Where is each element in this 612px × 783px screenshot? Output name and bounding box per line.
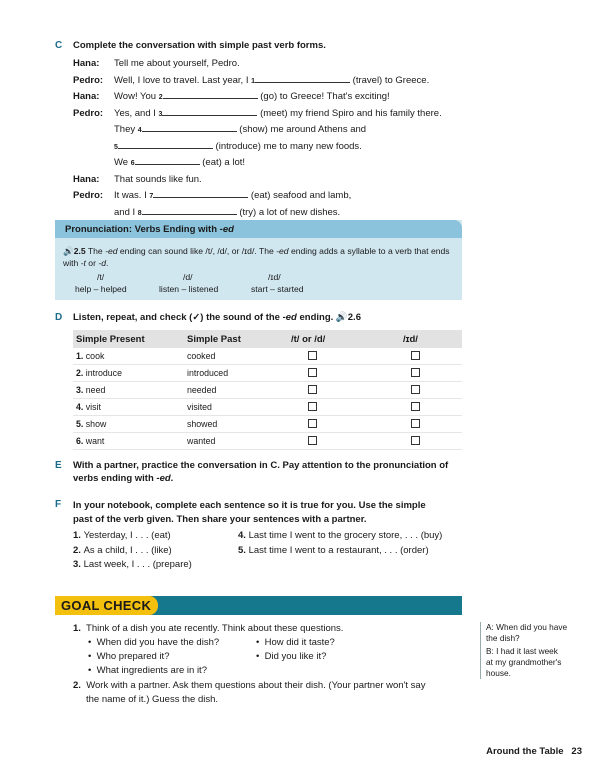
- goal-check-content: [73, 622, 343, 636]
- goal-check-title: GOAL CHECK: [55, 596, 158, 615]
- dialogue-line: [73, 89, 390, 107]
- table-header: [73, 330, 462, 348]
- sound-id: /ɪd/: [268, 272, 281, 282]
- dialogue-text: (eat) seafood and lamb,: [248, 190, 352, 201]
- sound-t: /t/: [97, 272, 105, 282]
- sidebar-b-line1: B: I had it last week: [486, 646, 558, 656]
- dialogue-text: Yes, and I: [114, 107, 159, 119]
- item-text: Last time I went to a restaurant, . . . (order): [248, 544, 429, 556]
- row-number: 2.: [76, 368, 86, 378]
- answer-blank[interactable]: [162, 107, 257, 116]
- speaker-icon[interactable]: 🔊: [335, 312, 348, 323]
- answer-blank[interactable]: [163, 90, 258, 99]
- dialogue-text: (try) a lot of new dishes.: [236, 206, 341, 218]
- cell-past: visited: [187, 402, 212, 412]
- speaker-label: Pedro:: [73, 107, 104, 119]
- dialogue-text: (meet) my friend Spiro and his family there.: [257, 107, 442, 119]
- question-2: • How did it taste?: [256, 637, 335, 648]
- question-4: • Did you like it?: [256, 651, 327, 662]
- pronunciation-box: [55, 220, 462, 300]
- checkbox-id[interactable]: [411, 385, 420, 394]
- dialogue-text: Tell me about yourself, Pedro.: [114, 58, 240, 69]
- cell-t-d: [291, 351, 389, 362]
- sound-table: [73, 330, 462, 450]
- section-e-line1: With a partner, practice the conversation in C. Pay attention to the pronunciation of: [73, 460, 449, 471]
- cell-id: [389, 419, 459, 430]
- present-verb: show: [85, 419, 107, 429]
- answer-blank[interactable]: [118, 140, 213, 149]
- example-sidebar: [480, 622, 583, 679]
- present-verb: visit: [85, 402, 101, 412]
- item-number: 3.: [73, 559, 84, 570]
- checkbox-t-d[interactable]: [308, 385, 317, 394]
- dialogue-text: It was. I: [114, 190, 150, 201]
- example-started: start – started: [251, 284, 304, 294]
- answer-blank[interactable]: [142, 206, 237, 215]
- cell-id: [389, 436, 459, 447]
- table-row: [73, 382, 462, 399]
- answer-blank[interactable]: [142, 123, 237, 132]
- section-d-letter: D: [55, 312, 63, 323]
- page-number: 23: [571, 746, 582, 757]
- exercise-item: [238, 545, 429, 556]
- sidebar-a-line2: the dish?: [486, 633, 520, 643]
- question-3-text: Who prepared it?: [96, 651, 170, 662]
- answer-blank[interactable]: [153, 189, 248, 198]
- goal-item-1-text: Think of a dish you ate recently. Think about these questions.: [86, 623, 344, 634]
- speaker-label: Pedro:: [73, 190, 104, 201]
- section-e-letter: E: [55, 460, 62, 471]
- pronunciation-title: Pronunciation: Verbs Ending with -ed: [55, 220, 462, 238]
- dialogue-text: (travel) to Greece.: [350, 74, 430, 86]
- row-number: 3.: [76, 385, 86, 395]
- goal-questions-left: [88, 636, 219, 678]
- goal-item-2-line2: the name of it.) Guess the dish.: [86, 694, 219, 705]
- table-body: [73, 348, 462, 450]
- section-c-instruction: Complete the conversation with simple past verb forms.: [73, 40, 326, 51]
- item-number: 5.: [238, 544, 249, 556]
- example-listened: listen – listened: [159, 284, 219, 294]
- header-present: Simple Present: [76, 333, 145, 345]
- page-footer: [486, 746, 582, 757]
- exercise-item: [73, 545, 172, 556]
- example-helped: help – helped: [75, 284, 127, 294]
- cell-id: [389, 368, 459, 379]
- checkbox-id[interactable]: [411, 368, 420, 377]
- cell-present: [73, 419, 187, 429]
- dialogue-text: and I: [114, 206, 138, 218]
- blank-number: 7: [149, 193, 154, 200]
- speaker-label: Hana:: [73, 173, 100, 185]
- cell-past: wanted: [187, 436, 216, 446]
- cell-past: cooked: [187, 351, 216, 361]
- cell-id: [389, 385, 459, 396]
- goal-item-1: 1. Think of a dish you ate recently. Think about these questions.: [73, 623, 344, 634]
- blank-number: 5: [114, 143, 118, 151]
- item-text: As a child, I . . . (like): [83, 544, 172, 556]
- item-number: 2.: [73, 544, 84, 556]
- exercise-item: [238, 530, 442, 541]
- answer-blank[interactable]: [255, 74, 350, 83]
- present-verb: introduce: [85, 368, 122, 378]
- cell-present: [73, 385, 187, 395]
- section-f-line2: past of the verb given. Then share your sentences with a partner.: [73, 513, 367, 525]
- dialogue-line: [73, 155, 245, 173]
- question-5-text: What ingredients are in it?: [96, 665, 207, 676]
- checkbox-t-d[interactable]: [308, 368, 317, 377]
- cell-t-d: [291, 368, 389, 379]
- dialogue-text: (introduce) me to many new foods.: [212, 140, 362, 152]
- blank-number: 4: [137, 127, 142, 134]
- header-past: Simple Past: [187, 333, 241, 345]
- section-f-line1: In your notebook, complete each sentence so it is true for you. Use the simple: [73, 500, 426, 511]
- table-row: [73, 399, 462, 416]
- section-c-letter: C: [55, 40, 63, 51]
- speaker-label: Pedro:: [73, 74, 104, 86]
- goal-item-2: 2. Work with a partner. Ask them questions about their dish. (Your partner won't say the name of it.) Guess the dish.: [73, 680, 426, 705]
- checkbox-t-d[interactable]: [308, 402, 317, 411]
- item-number: 4.: [238, 530, 249, 541]
- row-number: 6.: [76, 436, 86, 446]
- blank-number: 2: [158, 94, 163, 101]
- blank-number: 1: [251, 77, 256, 85]
- dialogue-line: [73, 172, 202, 189]
- speaker-label: Hana:: [73, 91, 100, 102]
- cell-t-d: [291, 419, 389, 430]
- audio-track: 2.5: [73, 246, 86, 256]
- section-e-line2: verbs ending with -ed.: [73, 472, 174, 484]
- dialogue-text: Wow! You: [114, 91, 159, 102]
- dialogue-line: [73, 106, 442, 124]
- audio-track: 2.6: [347, 312, 361, 323]
- question-3: • Who prepared it?: [88, 651, 170, 662]
- question-4-text: Did you like it?: [264, 651, 327, 662]
- row-number: 1.: [76, 351, 86, 361]
- sound-d: /d/: [183, 272, 193, 282]
- question-1-text: When did you have the dish?: [96, 637, 220, 648]
- cell-t-d: [291, 385, 389, 396]
- cell-present: [73, 402, 187, 412]
- speaker-icon[interactable]: 🔊: [63, 246, 74, 256]
- question-1: • When did you have the dish?: [88, 637, 220, 648]
- goal-item-2-line1: Work with a partner. Ask them questions about their dish. (Your partner won't say: [86, 680, 426, 691]
- present-verb: need: [85, 385, 106, 395]
- dialogue-line: [73, 122, 366, 140]
- exercise-item: [73, 530, 171, 541]
- cell-past: needed: [187, 385, 217, 395]
- cell-past: introduced: [187, 368, 229, 378]
- pronunciation-text: 🔊2.5 The -ed ending can sound like /t/, /d/, or /ɪd/. The -ed ending adds a syllable to a verb that ends with -t or -d.: [63, 246, 450, 268]
- dialogue-text: (show) me around Athens and: [236, 124, 367, 135]
- item-text: Last time I went to the grocery store, . . . (buy): [248, 530, 443, 541]
- table-row: [73, 416, 462, 433]
- header-id: /ɪd/: [403, 333, 418, 345]
- header-t-d: /t/ or /d/: [291, 333, 326, 345]
- blank-number: 3: [158, 110, 163, 118]
- cell-t-d: [291, 436, 389, 447]
- exercise-item: [73, 559, 192, 570]
- present-verb: want: [85, 436, 105, 446]
- checkbox-t-d[interactable]: [308, 436, 317, 445]
- table-row: [73, 433, 462, 450]
- checkbox-id[interactable]: [411, 419, 420, 428]
- question-5: • What ingredients are in it?: [88, 665, 207, 676]
- section-f-letter: F: [55, 499, 62, 510]
- table-row: [73, 348, 462, 365]
- goal-questions-right: [256, 636, 335, 664]
- dialogue-text: (eat) a lot!: [199, 157, 246, 168]
- cell-t-d: [291, 402, 389, 413]
- cell-id: [389, 402, 459, 413]
- cell-past: showed: [187, 419, 218, 429]
- item-text: Last week, I . . . (prepare): [83, 559, 192, 570]
- cell-present: [73, 368, 187, 378]
- sidebar-b-line2: at my grandmother's: [486, 657, 562, 667]
- section-e-text: [73, 460, 448, 485]
- item-text: Yesterday, I . . . (eat): [83, 530, 171, 541]
- dialogue-line: [73, 139, 362, 157]
- sidebar-b-line3: house.: [486, 668, 511, 678]
- present-verb: cook: [85, 351, 105, 361]
- cell-id: [389, 351, 459, 362]
- section-d-instruction: Listen, repeat, and check (✓) the sound of the -ed ending. 🔊2.6: [73, 312, 361, 323]
- checkbox-id[interactable]: [411, 351, 420, 360]
- checkbox-id[interactable]: [411, 402, 420, 411]
- blank-number: 8: [137, 209, 142, 217]
- sidebar-a-line1: A: When did you have: [486, 622, 568, 632]
- row-number: 5.: [76, 419, 86, 429]
- dialogue-text: That sounds like fun.: [114, 173, 202, 185]
- row-number: 4.: [76, 402, 86, 412]
- checkbox-t-d[interactable]: [308, 351, 317, 360]
- dialogue-line: [73, 73, 429, 91]
- dialogue-line: [73, 188, 351, 206]
- question-2-text: How did it taste?: [264, 637, 335, 648]
- goal-check-bar: [55, 596, 462, 615]
- section-f-text: [73, 499, 426, 526]
- checkbox-t-d[interactable]: [308, 419, 317, 428]
- dialogue-text: We: [114, 157, 131, 168]
- answer-blank[interactable]: [135, 156, 200, 165]
- dialogue-text: (go) to Greece! That's exciting!: [257, 91, 390, 102]
- cell-present: [73, 351, 187, 361]
- checkbox-id[interactable]: [411, 436, 420, 445]
- dialogue-text: Well, I love to travel. Last year, I: [114, 74, 252, 86]
- footer-title: Around the Table: [486, 746, 564, 757]
- table-row: [73, 365, 462, 382]
- speaker-label: Hana:: [73, 58, 100, 69]
- cell-present: [73, 436, 187, 446]
- dialogue-text: They: [114, 124, 138, 135]
- item-number: 1.: [73, 530, 84, 541]
- blank-number: 6: [130, 160, 135, 167]
- dialogue-line: [73, 56, 240, 73]
